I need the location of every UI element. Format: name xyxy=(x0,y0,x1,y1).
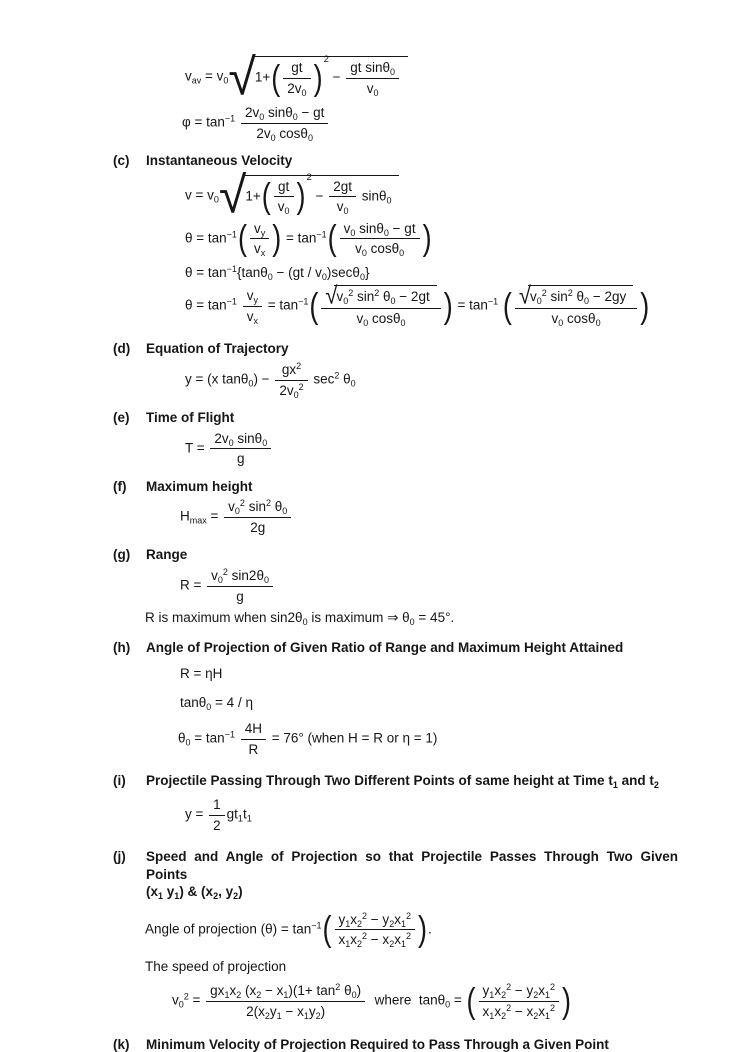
formula-speed-two-points: $v_0^2$ = $\frac{gx_1x_2 (x_2 - x_1)(1+ \tan^2 \theta_0)}{2(x_2y_1 - x_1y_2)}$ where tanθ$_0$ = ( $y_1x_2^2 - y_2x_1^2$ $x_1x_2^2 - x_2x_1^2$ ) xyxy=(172,981,572,1021)
section-title: Time of Flight xyxy=(146,410,235,426)
section-d xyxy=(113,340,678,358)
section-c xyxy=(113,152,678,170)
section-title: Range xyxy=(146,547,188,563)
section-title: Instantaneous Velocity xyxy=(146,153,293,169)
formula-range: R = $\frac{v_0^2 \sin 2\theta_0}{g}$ xyxy=(180,567,744,605)
formula-angle-two-points: Angle of projection $(\theta) = \tan^{-1}$ ( $y_1x_2^2 - y_2x_1^2$ $x_1x_2^2 - x_2x_1^2$ ) . xyxy=(145,909,432,950)
note-range-max: R is maximum when $\sin 2\theta_0$ is maximum ⇒ $\theta_0 = 45^\circ$. xyxy=(145,610,455,628)
section-f xyxy=(113,478,678,496)
section-title: Angle of Projection of Given Ratio of Range and Maximum Height Attained xyxy=(146,639,624,655)
formula-angle-tan-sec: $\theta = \tan^{-1}\{\tan\theta_0 - (gt / v_0)\sec\theta_0\}$ xyxy=(185,263,370,282)
section-k xyxy=(113,1036,678,1052)
section-title: Maximum height xyxy=(146,478,253,494)
formula-average-velocity-angle: $\varphi = \tan^{-1}$ $\frac{2v_0 \sin\theta_0 - gt}{2v_0 \cos\theta_0}$ xyxy=(182,104,744,142)
section-label: (k) xyxy=(113,1037,130,1052)
section-label: (c) xyxy=(113,153,130,169)
formula-max-height: $H_{max}$ = $\frac{v_0^2 \sin^2 \theta_0}{2g}$ xyxy=(180,498,744,536)
section-i xyxy=(113,772,678,790)
section-label: (j) xyxy=(113,849,126,865)
formula-angle-sqrt: $\theta = \tan^{-1}$ $\frac{v_y}{v_x}$ = $\tan^{-1}$ ( √ $v_0^2$ $\sin^2 \theta_0 - 2gt$ $v_0$ cosθ$_0$ ) = $\tan^{-1}$ ( √ $v_0^2$ $\sin^2 \theta_0 - 2gy$ $v_0$ cosθ$_0$ ) xyxy=(185,282,650,329)
section-title: Projectile Passing Through Two Different Points of same height at Time $t_1$ and $t_2$ xyxy=(146,773,659,791)
formula-tan-4-eta: tanθ$_0$ = 4 / η xyxy=(180,694,253,712)
formula-same-height: y = $\frac{1}{2}$ $gt_1t_1$ xyxy=(185,796,252,833)
section-j xyxy=(113,848,678,901)
section-title: Equation of Trajectory xyxy=(146,340,289,356)
formula-angle-vy-vx: $\theta = \tan^{-1}$ ( $v_y$ $v_x$ ) = $\tan^{-1}$ ( $v_0$ sinθ$_0$ − gt $v_0$ cosθ$_0$ ) xyxy=(185,218,432,259)
section-h xyxy=(113,639,678,657)
section-g xyxy=(113,546,678,564)
section-label: (f) xyxy=(113,478,127,494)
section-label: (e) xyxy=(113,410,130,426)
section-label: (d) xyxy=(113,340,131,356)
formula-r-eta-h: R = ηH xyxy=(180,666,223,682)
formula-trajectory: y = (x tanθ$_0$) − $\frac{gx^2}{2v_0^2}$ $\sec^2 \theta_0$ xyxy=(185,361,356,400)
section-title: Speed and Angle of Projection so that Projectile Passes Through Two Given Points ($x_1$ $y_1$) & ($x_2$, $y_2$) xyxy=(146,849,678,902)
formula-instantaneous-speed: $v = v_0$ √ 1+ ( gt $v_0$ ) $^2$ − $\frac{2gt}{v_0}$ sinθ$_0$ xyxy=(185,175,744,217)
formula-average-velocity: $v_{av} = v_0$ √ 1+ ( gt $2v_0$ ) $^2$ − $\frac{gt \sin\theta_0}{v_0}$ xyxy=(185,56,744,98)
section-title: Minimum Velocity of Projection Required to Pass Through a Given Point xyxy=(146,1037,609,1052)
label-speed-of-projection: The speed of projection xyxy=(145,958,287,974)
formula-theta-76: $\theta_0 = \tan^{-1}$ $\frac{4H}{R}$ = 76° (when H = R or η = 1) xyxy=(178,721,438,757)
section-e xyxy=(113,409,678,427)
formula-time-of-flight: T = $\frac{2v_0 \sin\theta_0}{g}$ xyxy=(185,430,744,468)
section-label: (i) xyxy=(113,773,126,789)
section-label: (h) xyxy=(113,639,131,655)
section-label: (g) xyxy=(113,547,131,563)
